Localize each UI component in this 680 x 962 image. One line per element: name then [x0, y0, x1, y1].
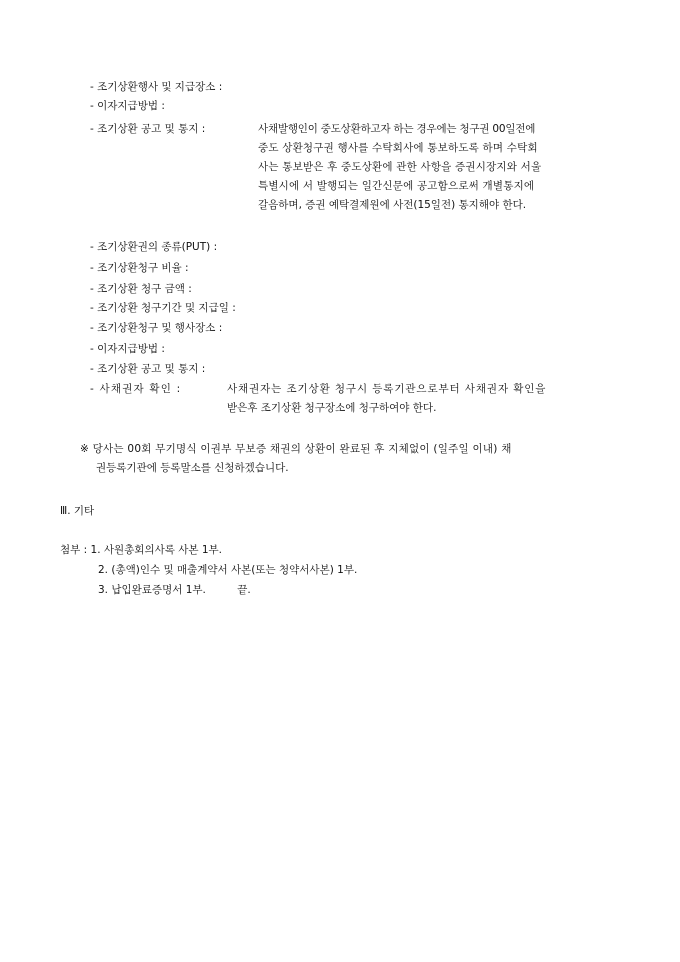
- put-place: [90, 319, 222, 338]
- end-mark: 끝.: [237, 584, 251, 596]
- put-interest-method-label: - 이자지급방법 :: [90, 343, 165, 355]
- call-interest-method: [90, 97, 165, 116]
- holder-check-item: [90, 380, 181, 399]
- attachment-row: [60, 541, 222, 560]
- call-notice-label: - 조기상환 공고 및 통지 :: [90, 123, 206, 135]
- put-period: [90, 299, 236, 318]
- holder-check-text: [227, 380, 627, 418]
- put-ratio-label: - 조기상환청구 비율 :: [90, 262, 189, 274]
- call-notice-line: 갈음하며, 증권 예탁결제원에 사전(15일전) 통지해야 한다.: [258, 199, 527, 211]
- call-notice-line: 사채발행인이 중도상환하고자 하는 경우에는 청구권 00일전에: [258, 123, 536, 135]
- holder-check-label: - 사채권자 확인 :: [90, 383, 182, 395]
- attachment-label: 첨부 :: [60, 544, 88, 556]
- put-ratio: [90, 259, 188, 278]
- call-exercise-place: [90, 78, 222, 97]
- put-amount-label: - 조기상환 청구 금액 :: [90, 283, 192, 295]
- call-notice-line: 중도 상환청구권 행사를 수탁회사에 통보하도록 하며 수탁회: [258, 142, 538, 154]
- attachment-item: 1. 사원총회의사록 사본 1부.: [90, 544, 222, 556]
- attachment-item: 2. (총액)인수 및 매출계약서 사본(또는 청약서사본) 1부.: [98, 564, 358, 576]
- call-exercise-place-label: - 조기상환행사 및 지급장소 :: [90, 81, 223, 93]
- put-notice-label: - 조기상환 공고 및 통지 :: [90, 363, 206, 375]
- put-notice: [90, 360, 205, 379]
- put-interest-method: [90, 340, 165, 359]
- holder-check-line: 사채권자는 조기상환 청구시 등록기관으로부터 사채권자 확인을: [227, 383, 547, 395]
- put-place-label: - 조기상환청구 및 행사장소 :: [90, 322, 223, 334]
- deregistration-notice: [80, 440, 628, 478]
- call-notice-text: [258, 120, 628, 215]
- call-notice-line: 특별시에 서 발행되는 일간신문에 공고함으로써 개별통지에: [258, 180, 535, 192]
- call-notice-item: [90, 120, 205, 139]
- put-period-label: - 조기상환 청구기간 및 지급일 :: [90, 302, 236, 314]
- notice-line: 권등록기관에 등록말소를 신청하겠습니다.: [96, 462, 289, 474]
- call-notice-line: 사는 통보받은 후 중도상환에 관한 사항을 증권시장지와 서울: [258, 161, 542, 173]
- notice-line: ※ 당사는 00회 무기명식 이권부 무보증 채권의 상환이 완료된 후 지체없이 (일주일 이내) 채: [80, 443, 512, 455]
- section-title: [60, 502, 94, 521]
- call-interest-method-label: - 이자지급방법 :: [90, 100, 165, 112]
- put-type: [90, 238, 217, 257]
- put-amount: [90, 280, 192, 299]
- attachment-row: [98, 581, 251, 600]
- holder-check-line: 받은후 조기상환 청구장소에 청구하여야 한다.: [227, 402, 437, 414]
- attachment-item: 3. 납입완료증명서 1부.: [98, 584, 206, 596]
- attachment-row: [98, 561, 357, 580]
- put-type-label: - 조기상환권의 종류(PUT) :: [90, 241, 218, 253]
- section-title-text: Ⅲ. 기타: [60, 505, 95, 517]
